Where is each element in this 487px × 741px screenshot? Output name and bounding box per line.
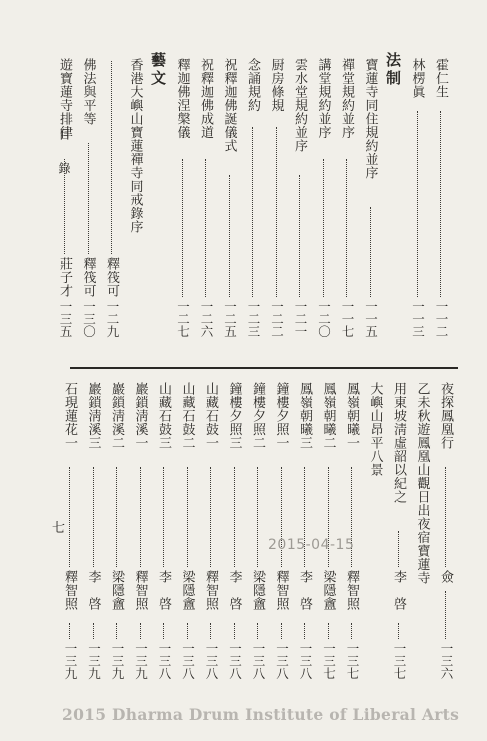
entry-author: 梁隱盦	[250, 570, 265, 611]
dot-leader	[69, 467, 70, 567]
dot-leader	[281, 623, 282, 639]
entry-title: 山藏石鼓三	[156, 382, 171, 450]
page-number: 一二二	[269, 300, 285, 338]
entry-author: 僉	[438, 570, 453, 584]
dot-leader	[163, 467, 164, 567]
dot-leader	[351, 623, 352, 639]
entry-author: 李 啓	[297, 570, 312, 611]
running-head: 目錄	[57, 128, 71, 196]
entry-title: 石現蓮花一	[62, 382, 77, 450]
entry-title: 巖鎖淸溪一	[132, 382, 148, 450]
entry-author: 釋智照	[132, 570, 148, 611]
page-number: 一三八	[251, 642, 266, 680]
page-number: 一三九	[110, 642, 125, 680]
dot-leader	[210, 623, 211, 639]
page-number: 一二五	[222, 300, 238, 338]
dot-leader	[328, 623, 329, 639]
dot-leader	[304, 623, 305, 639]
folio: 七	[52, 521, 66, 536]
entry-title: 林楞眞	[409, 58, 425, 99]
entry-author: 梁隱盦	[179, 570, 195, 611]
date-stamp: 2015-04-15	[268, 537, 355, 553]
entry-title: 祝釋迦佛誕儀式	[221, 58, 237, 153]
entry-title: 鳳嶺朝曦二	[320, 382, 336, 450]
page-number: 一三八	[157, 642, 172, 680]
dot-leader	[88, 143, 89, 254]
entry-title: 用東坡淸虛韶以紀之	[391, 382, 406, 504]
dot-leader	[252, 127, 253, 297]
dot-leader	[210, 467, 211, 567]
entry-title: 香港大嶼山寶蓮禪寺同戒錄序	[127, 58, 143, 234]
dot-leader	[187, 623, 188, 639]
entry-title: 釋迦佛涅槃儀	[174, 58, 190, 139]
dot-leader	[398, 623, 399, 639]
dot-leader	[69, 623, 70, 639]
page-number: 一二六	[199, 300, 214, 338]
dot-leader	[93, 623, 94, 639]
dot-leader	[445, 591, 446, 639]
entry-title: 講堂規約並序	[315, 58, 331, 139]
page-number: 一三七	[392, 642, 407, 680]
dot-leader	[440, 111, 441, 297]
page-number: 一三八	[274, 642, 290, 680]
entry-author: 釋智照	[62, 570, 77, 611]
section-heading: 法制	[384, 52, 402, 88]
dot-leader	[163, 623, 164, 639]
entry-title: 祝釋迦佛成道	[198, 58, 213, 139]
entry-title: 鳳嶺朝曦三	[297, 382, 312, 450]
page-number: 一三九	[86, 642, 102, 680]
entry-author: 李 啓	[156, 570, 171, 611]
entry-title: 霍仁生	[433, 58, 448, 99]
dot-leader	[205, 159, 206, 297]
dot-leader	[234, 623, 235, 639]
entry-author: 莊子才	[57, 257, 72, 298]
page-number: 一一二	[434, 300, 449, 338]
dot-leader	[299, 175, 300, 297]
dot-leader	[234, 467, 235, 567]
page-number: 一三八	[204, 642, 219, 680]
entry-title: 遊寶蓮寺排律	[57, 58, 72, 139]
page-number: 一一七	[340, 300, 355, 338]
dot-leader	[140, 467, 141, 567]
entry-title: 山藏石鼓二	[179, 382, 195, 450]
entry-title: 巖鎖淸溪二	[109, 382, 124, 450]
page-number: 一一五	[363, 300, 379, 338]
page-number: 一二九	[105, 300, 120, 338]
dot-leader	[346, 159, 347, 297]
dot-leader	[398, 531, 399, 567]
entry-title: 巖鎖淸溪三	[85, 382, 101, 450]
page-number: 一二〇	[316, 300, 332, 338]
entry-author: 釋智照	[344, 570, 359, 611]
dot-leader	[140, 623, 141, 639]
dot-leader	[187, 467, 188, 567]
entry-author: 李 啓	[85, 570, 101, 611]
dot-leader	[111, 61, 112, 254]
entry-author: 李 啓	[226, 570, 242, 611]
entry-title: 乙未秋遊鳳凰山觀日出夜宿寶蓮寺	[414, 382, 430, 585]
entry-title: 鐘樓夕照一	[273, 382, 289, 450]
entry-title: 禪堂規約並序	[339, 58, 354, 139]
page-number: 一二一	[293, 300, 308, 338]
entry-author: 梁隱盦	[109, 570, 124, 611]
entry-author: 梁隱盦	[320, 570, 336, 611]
dot-leader	[229, 175, 230, 297]
entry-title: 念誦規約	[245, 58, 260, 112]
entry-title: 雲水堂規約並序	[292, 58, 307, 153]
page-number: 一三九	[63, 642, 78, 680]
entry-title: 鳳嶺朝曦一	[344, 382, 359, 450]
entry-title: 寶蓮寺同住規約並序	[362, 58, 378, 180]
page-number: 一三七	[321, 642, 337, 680]
entry-author: 釋智照	[273, 570, 289, 611]
dot-leader	[182, 159, 183, 297]
dot-leader	[257, 623, 258, 639]
page-number: 一三〇	[81, 300, 97, 338]
dot-leader	[116, 623, 117, 639]
entry-author: 釋智照	[203, 570, 218, 611]
dot-leader	[276, 127, 277, 297]
dot-leader	[323, 159, 324, 297]
dot-leader	[64, 159, 65, 254]
entry-author: 李 啓	[391, 570, 406, 611]
entry-title: 鐘樓夕照二	[250, 382, 265, 450]
page-number: 一三六	[439, 642, 454, 680]
entry-title: 厨房條規	[268, 58, 284, 112]
entry-author: 釋筏可	[80, 257, 96, 298]
entry-title: 山藏石鼓一	[203, 382, 218, 450]
dot-leader	[445, 467, 446, 567]
page-number: 一三五	[58, 300, 73, 338]
dot-leader	[93, 467, 94, 567]
page-number: 一二三	[246, 300, 261, 338]
dot-leader	[370, 207, 371, 297]
entry-title: 夜探鳳凰行	[438, 382, 453, 450]
entry-author: 釋筏可	[104, 257, 119, 298]
dot-leader	[116, 467, 117, 567]
dot-leader	[257, 467, 258, 567]
page-number: 一三七	[345, 642, 360, 680]
entry-title: 鐘樓夕照三	[226, 382, 242, 450]
page-number: 一二七	[175, 300, 191, 338]
section-divider	[70, 367, 458, 369]
dot-leader	[417, 111, 418, 297]
page-number: 一一三	[410, 300, 426, 338]
watermark: 2015 Dharma Drum Institute of Liberal Arts	[62, 705, 460, 724]
page-number: 一三九	[133, 642, 149, 680]
page-number: 一三八	[227, 642, 243, 680]
section-heading: 藝文	[149, 52, 167, 88]
page-number: 一三八	[180, 642, 196, 680]
page-number: 一三八	[298, 642, 313, 680]
entry-title: 佛法與平等	[80, 58, 96, 126]
entry-title: 大嶼山昂平八景	[367, 382, 383, 477]
